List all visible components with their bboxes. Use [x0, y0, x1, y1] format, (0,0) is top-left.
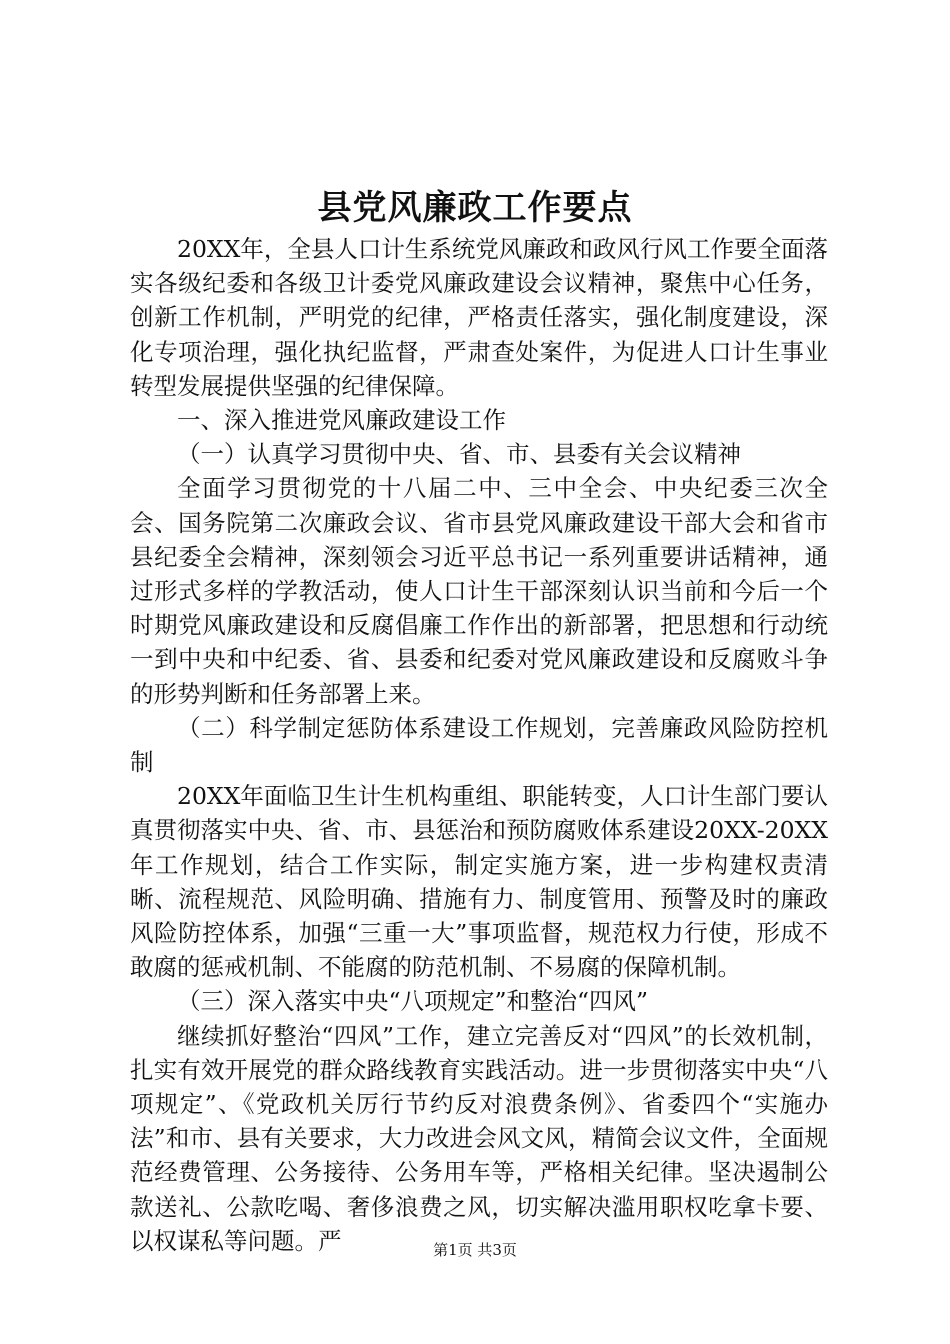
paragraph-study: 全面学习贯彻党的十八届二中、三中全会、中央纪委三次全会、国务院第二次廉政会议、省市县党风廉政建设干部大会和省市县纪委全会精神，深刻领会习近平总书记一系列重要讲话精神，通过形式多样的学教活动，使人口计生干部深刻认识当前和今后一个时期党风廉政建设和反腐倡廉工作作出的新部署，把思想和行动统一到中央和中纪委、省、县委和纪委对党风廉政建设和反腐败斗争的形势判断和任务部署上来。: [130, 474, 828, 708]
paragraph-eight-rules: 继续抓好整治“四风”工作，建立完善反对“四风”的长效机制，扎实有效开展党的群众路线教育实践活动。进一步贯彻落实中央“八项规定”、《党政机关厉行节约反对浪费条例》、省委四个“实施办法”和市、县有关要求，大力改进会风文风，精简会议文件，全面规范经费管理、公务接待、公务用车等，严格相关纪律。坚决遏制公款送礼、公款吃喝、奢侈浪费之风，切实解决滥用职权吃拿卡要、以权谋私等问题。严: [130, 1021, 828, 1255]
page-number: 第1页 共3页: [433, 1241, 517, 1259]
subsection-heading-3: （三）深入落实中央“八项规定”和整治“四风”: [177, 987, 649, 1016]
subsection-heading-2: （二）科学制定惩防体系建设工作规划，完善廉政风险防控机制: [130, 713, 828, 777]
document-title: 县党风廉政工作要点: [317, 188, 633, 228]
subsection-heading-1: （一）认真学习贯彻中央、省、市、县委有关会议精神: [177, 440, 741, 469]
document-body: [130, 232, 828, 1258]
paragraph-planning: 20XX年面临卫生计生机构重组、职能转变，人口计生部门要认真贯彻落实中央、省、市、县惩治和预防腐败体系建设20XX-20XX年工作规划，结合工作实际，制定实施方案，进一步构建权责清晰、流程规范、风险明确、措施有力、制度管用、预警及时的廉政风险防控体系，加强“三重一大”事项监督，规范权力行使，形成不敢腐的惩戒机制、不能腐的防范机制、不易腐的保障机制。: [130, 782, 828, 982]
section-heading-1: 一、深入推进党风廉政建设工作: [177, 406, 506, 435]
paragraph-intro: 20XX年，全县人口计生系统党风廉政和政风行风工作要全面落实各级纪委和各级卫计委党风廉政建设会议精神，聚焦中心任务，创新工作机制，严明党的纪律，严格责任落实，强化制度建设，深化专项治理，强化执纪监督，严肃查处案件，为促进人口计生事业转型发展提供坚强的纪律保障。: [130, 235, 828, 400]
